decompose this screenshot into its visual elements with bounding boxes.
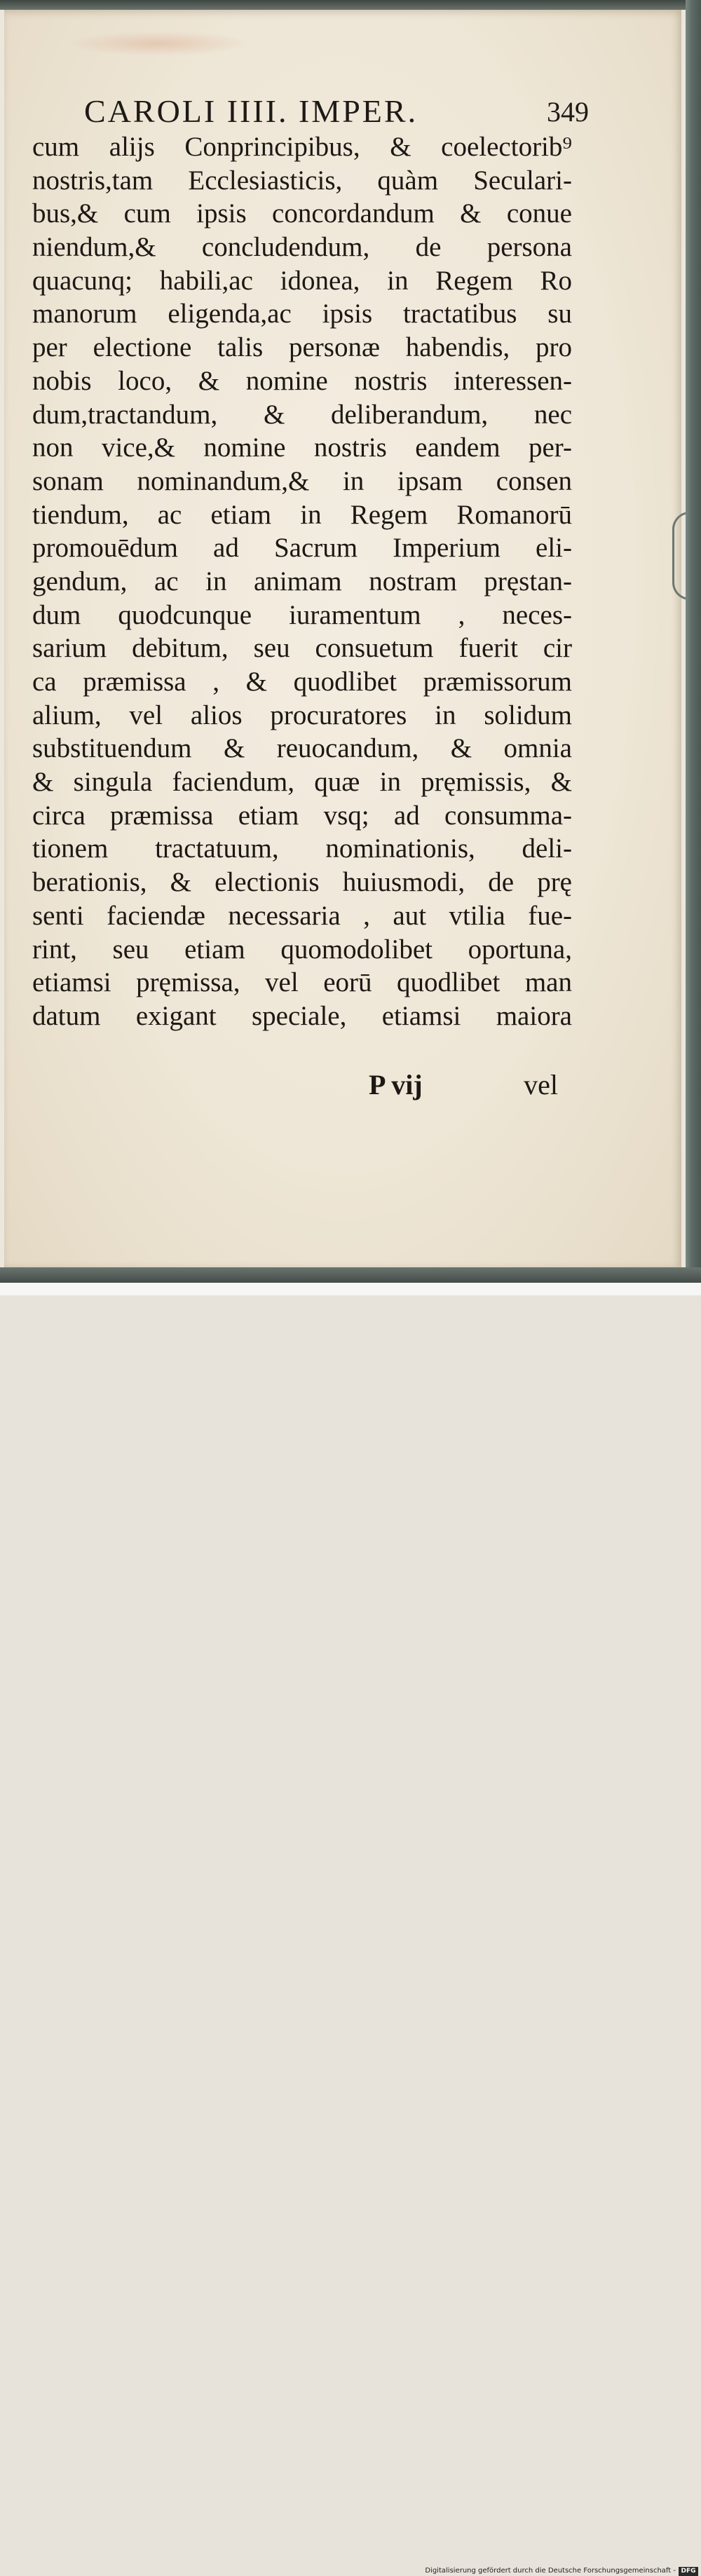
text-line: senti faciendæ necessaria , aut vtilia fue- bbox=[32, 900, 572, 931]
text-line: sarium debitum, seu consuetum fuerit cir bbox=[32, 633, 572, 664]
text-line: datum exigant speciale, etiamsi maiora bbox=[32, 1000, 572, 1031]
text-line: rint, seu etiam quomodolibet oportuna, bbox=[32, 934, 572, 965]
text-line: sonam nominandum,& in ipsam consen bbox=[32, 465, 572, 496]
text-line: nobis loco, & nomine nostris interessen- bbox=[32, 365, 572, 396]
text-line: dum quodcunque iuramentum , neces- bbox=[32, 599, 572, 630]
dfg-logo-icon: DFG bbox=[679, 2567, 698, 2576]
text-line: gendum, ac in animam nostram pręstan- bbox=[32, 566, 572, 597]
text-line: & singula faciendum, quæ in pręmissis, & bbox=[32, 767, 572, 798]
text-line: cum alijs Conprincipibus, & coelectorib⁹ bbox=[32, 132, 572, 162]
running-head: CAROLI IIII. IMPER. bbox=[84, 93, 418, 129]
catchword: vel bbox=[524, 1069, 558, 1100]
book-cover-right-edge bbox=[686, 0, 701, 1295]
text-line: etiamsi pręmissa, vel eorū quodlibet man bbox=[32, 967, 572, 998]
text-line: dum,tractandum, & deliberandum, nec bbox=[32, 399, 572, 430]
text-line: manorum eligenda,ac ipsis tractatibus su bbox=[32, 299, 572, 329]
body-text bbox=[32, 130, 572, 1033]
signature-mark: P vij bbox=[369, 1069, 423, 1100]
dfg-credit-text: Digitalisierung gefördert durch die Deutsche Forschungsgemeinschaft - bbox=[425, 2567, 676, 2575]
digitization-footer bbox=[0, 1283, 701, 2575]
page-header bbox=[84, 93, 589, 135]
text-line: alium, vel alios procuratores in solidum bbox=[32, 700, 572, 730]
text-line: nostris,tam Ecclesiasticis, quàm Seculari- bbox=[32, 165, 572, 196]
text-line: quacunq; habili,ac idonea, in Regem Ro bbox=[32, 265, 572, 296]
text-line: ca præmissa , & quodlibet præmissorum bbox=[32, 667, 572, 697]
book-cover-top-edge bbox=[0, 0, 701, 10]
book-cover-bottom-edge bbox=[0, 1267, 701, 1283]
signature-line bbox=[32, 1068, 572, 1102]
text-line: tionem tractatuum, nominationis, deli- bbox=[32, 833, 572, 864]
text-line: promouēdum ad Sacrum Imperium eli- bbox=[32, 533, 572, 564]
text-line: tiendum, ac etiam in Regem Romanorū bbox=[32, 499, 572, 530]
text-line: berationis, & electionis huiusmodi, de prę bbox=[32, 867, 572, 898]
page-number: 349 bbox=[547, 96, 589, 128]
text-line: substituendum & reuocandum, & omnia bbox=[32, 733, 572, 764]
text-line: bus,& cum ipsis concordandum & conue bbox=[32, 198, 572, 229]
text-line: non vice,& nomine nostris eandem per- bbox=[32, 432, 572, 463]
text-line: niendum,& concludendum, de persona bbox=[32, 232, 572, 263]
text-line: per electione talis personæ habendis, pro bbox=[32, 332, 572, 363]
paper-stain bbox=[67, 31, 250, 56]
text-line: circa præmissa etiam vsq; ad consumma- bbox=[32, 800, 572, 831]
